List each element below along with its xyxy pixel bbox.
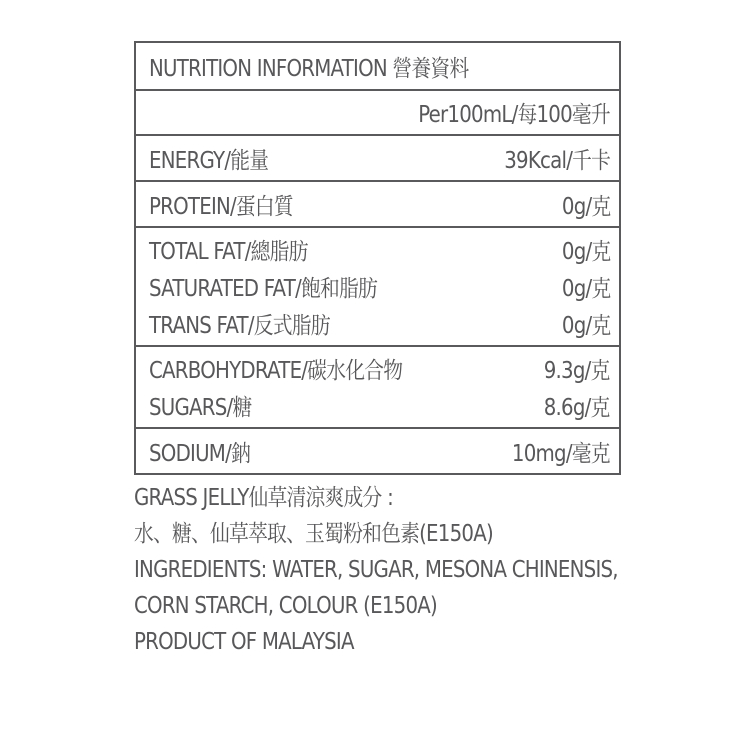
ingredients-heading: GRASS JELLY仙草清涼爽成分 : [134,485,393,511]
nutrition-title-row [136,43,619,91]
ingredients-block [134,480,634,660]
trans-fat-value: 0g/克 [561,313,610,339]
sodium-row [136,429,619,473]
saturated-fat-label: SATURATED FAT/飽和脂肪 [149,276,378,302]
per-serving-row [136,91,619,136]
trans-fat-line [149,305,610,342]
protein-row [136,182,619,228]
carbohydrate-group [136,347,619,429]
per-serving-label: Per100mL/每100毫升 [418,102,610,128]
sugars-value: 8.6g/克 [544,395,610,421]
product-origin: PRODUCT OF MALAYSIA [134,629,354,655]
fat-group [136,228,619,347]
protein-value: 0g/克 [561,193,610,220]
sodium-label: SODIUM/鈉 [149,440,250,467]
total-fat-value: 0g/克 [561,239,610,265]
saturated-fat-line [149,268,610,305]
carbohydrate-label: CARBOHYDRATE/碳水化合物 [149,358,403,384]
energy-value: 39Kcal/千卡 [504,147,610,174]
sodium-value: 10mg/毫克 [512,440,610,467]
carbohydrate-value: 9.3g/克 [544,358,610,384]
protein-label: PROTEIN/蛋白質 [149,193,293,220]
saturated-fat-value: 0g/克 [561,276,610,302]
ingredients-english-line1: INGREDIENTS: WATER, SUGAR, MESONA CHINENSIS, [134,557,618,583]
total-fat-line [149,231,610,268]
trans-fat-label: TRANS FAT/反式脂肪 [149,313,330,339]
sugars-line [149,387,610,424]
energy-row [136,136,619,182]
ingredients-chinese: 水、糖、仙草萃取、玉蜀粉和色素(E150A) [134,521,493,547]
carbohydrate-line [149,350,610,387]
total-fat-label: TOTAL FAT/總脂肪 [149,239,308,265]
sugars-label: SUGARS/糖 [149,395,252,421]
nutrition-title: NUTRITION INFORMATION 營養資料 [149,55,469,82]
nutrition-facts-panel [134,41,621,475]
energy-label: ENERGY/能量 [149,147,269,174]
ingredients-english-line2: CORN STARCH, COLOUR (E150A) [134,593,437,619]
